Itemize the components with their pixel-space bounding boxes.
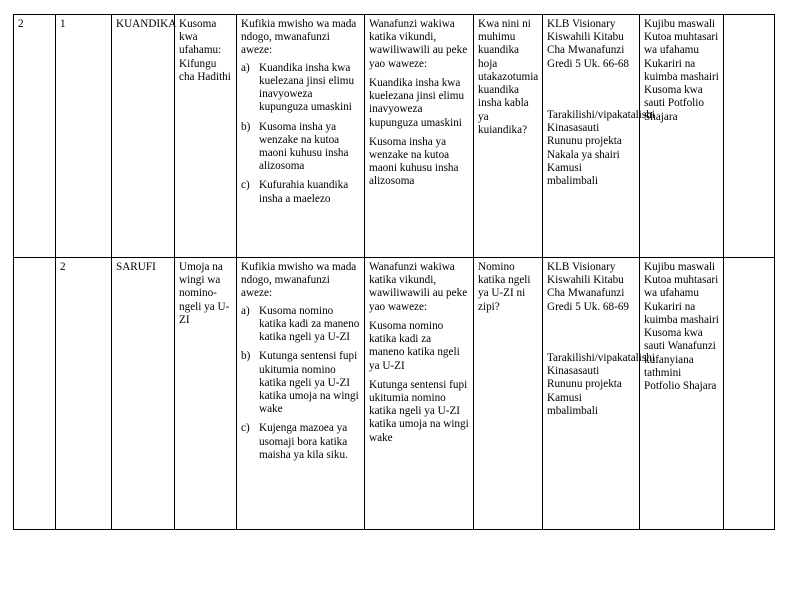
strand-text: KUANDIKA [116, 18, 177, 30]
inquiry-question: Kwa nini ni muhimu kuandika hoja utakazotumia kuandika insha kabla ya kuiandika? [478, 18, 539, 136]
objective-text: Kujenga mazoea ya usomaji bora katika maisha ya kila siku. [259, 422, 348, 461]
resources-items: Tarakilishi/vipakatalishi Kinasasauti Rununu projekta Kamusi mbalimbali [547, 351, 655, 417]
strand-text: SARUFI [116, 261, 156, 273]
experience-text: Kutunga sentensi fupi ukitumia nomino katika ngeli ya U-ZI katika umoja na wingi wake [369, 378, 469, 444]
objectives-list [241, 62, 360, 206]
experiences-cell [365, 15, 474, 258]
inquiry-question: Nomino katika ngeli ya U-ZI ni zipi? [478, 261, 531, 313]
strand-cell [112, 258, 175, 530]
lesson-number: 1 [60, 18, 66, 30]
inquiry-cell [474, 258, 543, 530]
remarks-cell [724, 258, 775, 530]
objective-item [241, 350, 360, 416]
experiences-cell [365, 258, 474, 530]
objective-item [241, 422, 360, 462]
scheme-of-work-table [13, 14, 775, 530]
remarks-cell [724, 15, 775, 258]
experience-text: Kuandika insha kwa kuelezana jinsi elimu inavyoweza kupunguza umaskini [369, 76, 465, 129]
lesson-number: 2 [60, 261, 66, 273]
list-marker: c) [241, 422, 250, 435]
assessment-cell [640, 15, 724, 258]
table-row [14, 15, 775, 258]
resources-cell [543, 258, 655, 530]
week-cell [14, 258, 56, 530]
assessment-text: Kujibu maswali Kutoa muhtasari wa ufahamu Kukariri na kuimba mashairi Kusoma kwa sauti Wanafunzi kufanyiana tathmini Potfolio Shajara [644, 261, 719, 392]
sub-strand-cell [175, 15, 237, 258]
resources-book: KLB Visionary Kiswahili Kitabu Cha Mwanafunzi Gredi 5 Uk. 68-69 [547, 261, 630, 313]
resources-book: KLB Visionary Kiswahili Kitabu Cha Mwanafunzi Gredi 5 Uk. 66-68 [547, 18, 630, 70]
week-cell [14, 15, 56, 258]
strand-cell [112, 15, 175, 258]
list-marker: b) [241, 120, 251, 133]
objective-item [241, 62, 360, 115]
sub-strand-text: Kusoma kwa ufahamu: Kifungu cha Hadithi [179, 18, 231, 83]
objective-text: Kufurahia kuandika insha a maelezo [259, 179, 349, 205]
objective-text: Kuandika insha kwa kuelezana jinsi elimu inavyoweza kupunguza umaskini [259, 61, 355, 114]
experience-text: Kusoma insha ya wenzake na kutoa maoni kuhusu insha alizosoma [369, 135, 459, 188]
resources-cell [543, 15, 655, 258]
experience-text: Wanafunzi wakiwa katika vikundi, wawiliwawili au peke yao waweze: [369, 261, 468, 313]
objectives-cell [237, 258, 365, 530]
experience-text: Kusoma nomino katika kadi za maneno katika ngeli ya U-ZI [369, 319, 460, 372]
objective-text: Kusoma insha ya wenzake na kutoa maoni kuhusu insha alizosoma [259, 120, 349, 173]
objective-text: Kusoma nomino katika kadi za maneno katika ngeli ya U-ZI [259, 304, 360, 344]
objectives-intro: Kufikia mwisho wa mada ndogo, mwanafunzi aweze: [241, 261, 357, 300]
objective-text: Kutunga sentensi fupi ukitumia nomino katika ngeli ya U-ZI katika umoja na wingi wake [259, 350, 359, 416]
objective-item [241, 305, 360, 345]
objectives-list [241, 305, 360, 462]
list-marker: a) [241, 304, 250, 317]
resources-items: Tarakilishi/vipakatalishi Kinasasauti Rununu projekta Nakala ya shairi Kamusi mbalimbali [547, 108, 655, 187]
lesson-cell [56, 258, 112, 530]
lesson-cell [56, 15, 112, 258]
assessment-cell [640, 258, 724, 530]
sub-strand-text: Umoja na wingi wa nomino-ngeli ya U-ZI [179, 261, 230, 326]
list-marker: b) [241, 350, 251, 363]
list-marker: c) [241, 179, 250, 192]
objectives-intro: Kufikia mwisho wa mada ndogo, mwanafunzi aweze: [241, 18, 357, 57]
objective-item [241, 121, 360, 174]
sub-strand-cell [175, 258, 237, 530]
assessment-text: Kujibu maswali Kutoa muhtasari wa ufahamu Kukariri na kuimba mashairi Kusoma kwa sauti Potfolio Shajara [644, 18, 719, 123]
objectives-cell [237, 15, 365, 258]
table-row [14, 258, 775, 530]
experience-text: Wanafunzi wakiwa katika vikundi, wawiliwawili au peke yao waweze: [369, 18, 468, 70]
inquiry-cell [474, 15, 543, 258]
week-number: 2 [18, 18, 24, 30]
list-marker: a) [241, 61, 250, 74]
objective-item [241, 179, 360, 205]
